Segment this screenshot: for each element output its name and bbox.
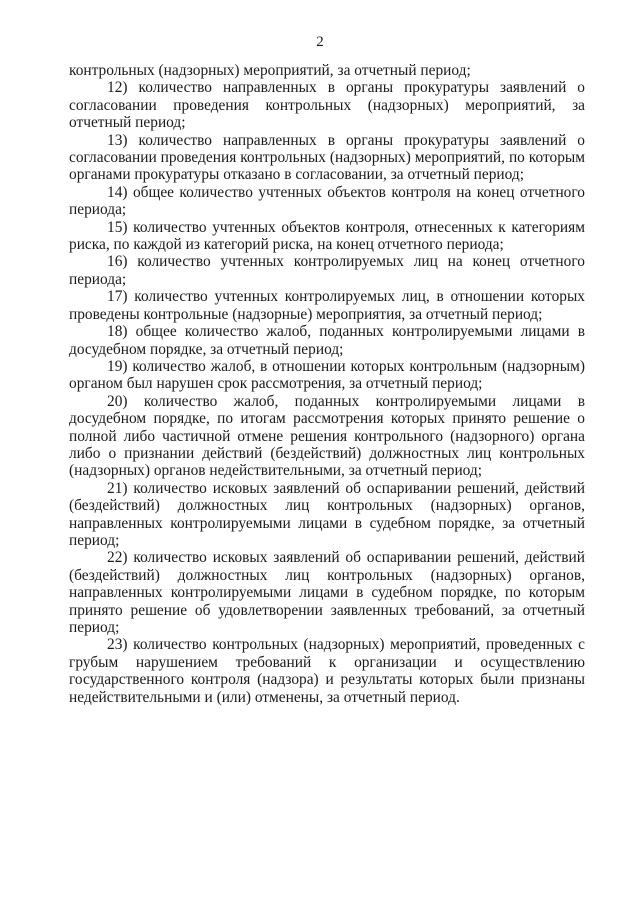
- list-item-22: 22) количество исковых заявлений об оспаривании решений, действий (бездействий) должностных лиц контрольных (надзорных) органов, направленных контролируемыми лицами в судебном порядке, по которым принято решение об удовлетворении заявленных требований, за отчетный период;: [69, 549, 585, 636]
- list-item-16: 16) количество учтенных контролируемых лиц на конец отчетного периода;: [69, 253, 585, 288]
- list-item-19: 19) количество жалоб, в отношении которых контрольным (надзорным) органом был нарушен срок рассмотрения, за отчетный период;: [69, 357, 585, 393]
- list-item-17: 17) количество учтенных контролируемых лиц, в отношении которых проведены контрольные (надзорные) мероприятия, за отчетный период;: [69, 288, 585, 323]
- list-item-15: 15) количество учтенных объектов контроля, отнесенных к категориям риска, по каждой из категорий риска, на конец отчетного периода;: [69, 218, 585, 254]
- paragraph-continuation: контрольных (надзорных) мероприятий, за отчетный период;: [69, 62, 471, 79]
- list-item-20: 20) количество жалоб, поданных контролируемыми лицами в досудебном порядке, по итогам рассмотрения которых принято решение о полной либо частичной отмене решения контрольного (надзорного) органа либо о признании действий (бездействий) должностных лиц контрольных (надзорных) органов недействительными, за отчетный период;: [69, 392, 585, 480]
- page-number: 2: [316, 34, 324, 50]
- list-item-18: 18) общее количество жалоб, поданных контролируемыми лицами в досудебном порядке, за отчетный период;: [69, 323, 585, 358]
- list-item-21: 21) количество исковых заявлений об оспаривании решений, действий (бездействий) должностных лиц контрольных (надзорных) органов, направленных контролируемыми лицами в судебном порядке, за отчетный период;: [69, 479, 585, 549]
- list-item-14: 14) общее количество учтенных объектов контроля на конец отчетного периода;: [69, 183, 585, 219]
- list-item-12: 12) количество направленных в органы прокуратуры заявлений о согласовании проведения контрольных (надзорных) мероприятий, за отчетный период;: [69, 79, 585, 132]
- list-item-23: 23) количество контрольных (надзорных) мероприятий, проведенных с грубым нарушением требований к организации и осуществлению государственного контроля (надзора) и результаты которых были признаны недействительными и (или) отменены, за отчетный период.: [69, 636, 585, 706]
- document-body: [69, 62, 585, 706]
- list-item-13: 13) количество направленных в органы прокуратуры заявлений о согласовании проведения контрольных (надзорных) мероприятий, по которым органами прокуратуры отказано в согласовании, за отчетный период;: [69, 131, 585, 184]
